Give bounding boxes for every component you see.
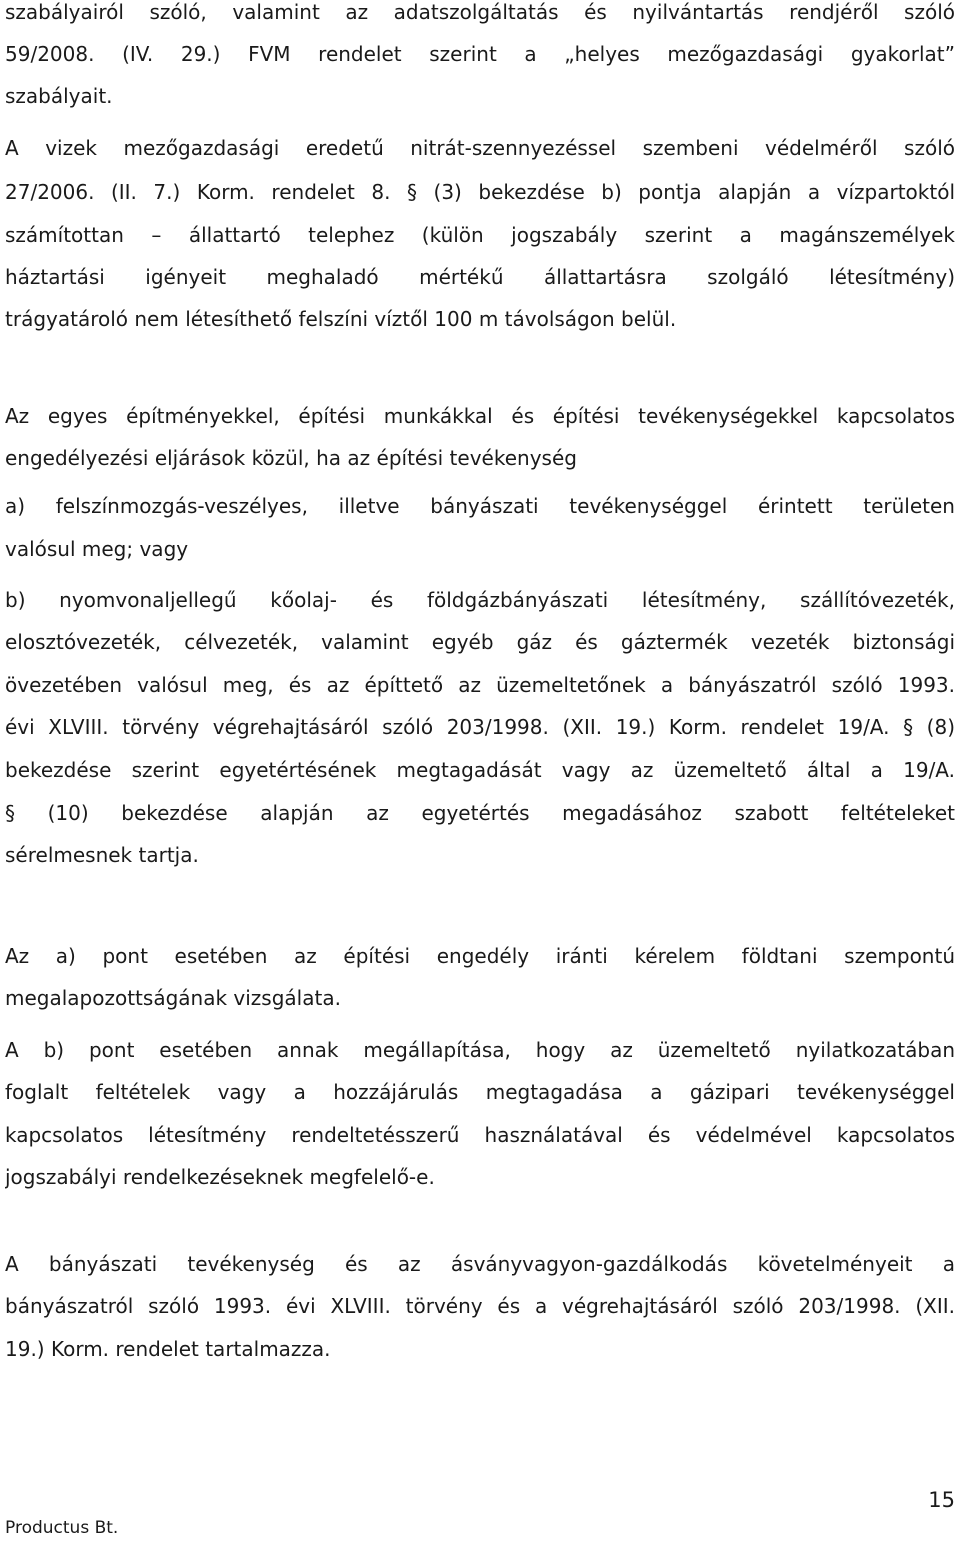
text-line: bányászatról szóló 1993. évi XLVIII. törvény és a végrehajtásáról szóló 203/1998. (XII.	[5, 1294, 955, 1318]
text-line: szabályairól szóló, valamint az adatszolgáltatás és nyilvántartás rendjéről szóló	[5, 0, 955, 24]
text-line: sérelmesnek tartja.	[5, 843, 199, 867]
text-line: trágyatároló nem létesíthető felszíni víztől 100 m távolságon belül.	[5, 307, 677, 331]
text-line: valósul meg; vagy	[5, 537, 189, 561]
text-line: bekezdése szerint egyetértésének megtagadását vagy az üzemeltető által a 19/A.	[5, 758, 955, 782]
text-line: foglalt feltételek vagy a hozzájárulás megtagadása a gázipari tevékenységgel	[5, 1080, 955, 1104]
text-line: övezetében valósul meg, és az építtető az üzemeltetőnek a bányászatról szóló 1993.	[5, 673, 955, 697]
text-line: Az egyes építményekkel, építési munkákkal és építési tevékenységekkel kapcsolatos	[5, 404, 955, 428]
text-line: A vizek mezőgazdasági eredetű nitrát-szennyezéssel szembeni védelméről szóló	[5, 136, 955, 160]
text-line: engedélyezési eljárások közül, ha az építési tevékenység	[5, 446, 577, 470]
footer-company-name: Productus Bt.	[5, 1518, 119, 1538]
text-line: a) felszínmozgás-veszélyes, illetve bányászati tevékenységgel érintett területen	[5, 494, 955, 518]
text-line: elosztóvezeték, célvezeték, valamint egyéb gáz és gáztermék vezeték biztonsági	[5, 630, 955, 654]
text-line: 59/2008. (IV. 29.) FVM rendelet szerint a „helyes mezőgazdasági gyakorlat”	[5, 42, 955, 66]
text-line: 19.) Korm. rendelet tartalmazza.	[5, 1337, 331, 1361]
text-line: § (10) bekezdése alapján az egyetértés megadásához szabott feltételeket	[5, 801, 955, 825]
page-number: 15	[928, 1488, 955, 1512]
text-line: megalapozottságának vizsgálata.	[5, 986, 341, 1010]
text-line: Az a) pont esetében az építési engedély iránti kérelem földtani szempontú	[5, 944, 955, 968]
text-line: kapcsolatos létesítmény rendeltetésszerű használatával és védelmével kapcsolatos	[5, 1123, 955, 1147]
text-line: 27/2006. (II. 7.) Korm. rendelet 8. § (3) bekezdése b) pontja alapján a vízpartoktól	[5, 180, 955, 204]
text-line: jogszabályi rendelkezéseknek megfelelő-e.	[5, 1165, 435, 1189]
text-line: A bányászati tevékenység és az ásványvagyon-gazdálkodás követelményeit a	[5, 1252, 955, 1276]
text-line: háztartási igényeit meghaladó mértékű állattartásra szolgáló létesítmény)	[5, 265, 955, 289]
text-line: szabályait.	[5, 84, 113, 108]
text-line: A b) pont esetében annak megállapítása, hogy az üzemeltető nyilatkozatában	[5, 1038, 955, 1062]
text-line: évi XLVIII. törvény végrehajtásáról szóló 203/1998. (XII. 19.) Korm. rendelet 19/A. § (8)	[5, 715, 955, 739]
text-line: számítottan – állattartó telephez (külön jogszabály szerint a magánszemélyek	[5, 223, 955, 247]
text-line: b) nyomvonaljellegű kőolaj- és földgázbányászati létesítmény, szállítóvezeték,	[5, 588, 955, 612]
